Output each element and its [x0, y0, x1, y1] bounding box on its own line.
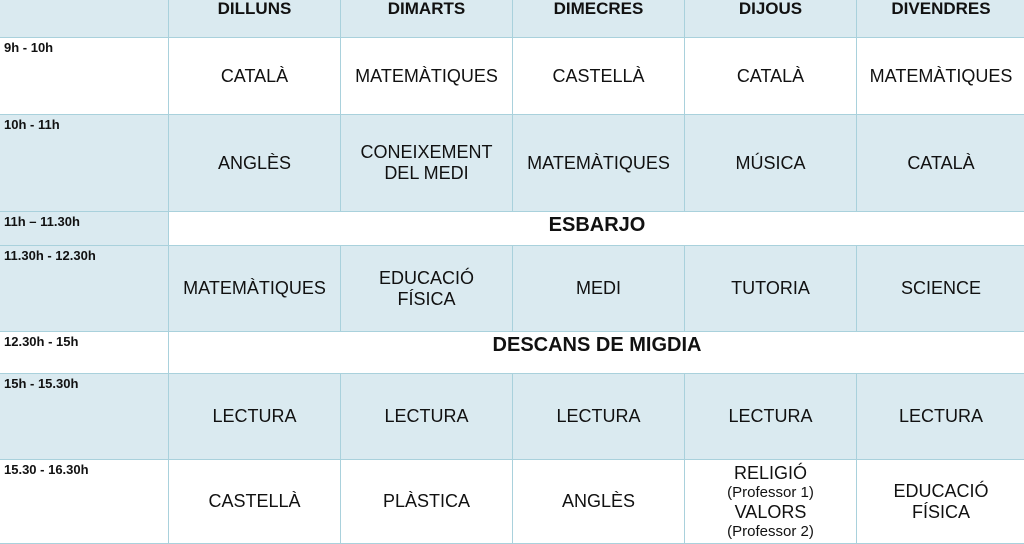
- subject-cell: [857, 246, 1024, 332]
- subject-cell: [169, 374, 341, 460]
- subject-label: VALORS: [687, 502, 854, 523]
- subject-cell: [169, 115, 341, 212]
- subject-cell: [513, 246, 685, 332]
- subject-label: CATALÀ: [859, 153, 1023, 174]
- subject-cell: [685, 246, 857, 332]
- subject-cell: [513, 38, 685, 115]
- subject-label: TUTORIA: [687, 278, 854, 299]
- subject-cell: [685, 38, 857, 115]
- subject-label: LECTURA: [687, 406, 854, 427]
- break-row: [0, 332, 1024, 374]
- subject-label: PLÀSTICA: [343, 491, 510, 512]
- break-row: [0, 212, 1024, 246]
- subject-cell: [169, 38, 341, 115]
- break-label: DESCANS DE MIGDIA: [169, 332, 1024, 374]
- subject-cell: [169, 246, 341, 332]
- subject-label: SCIENCE: [859, 278, 1023, 299]
- subject-label: MÚSICA: [687, 153, 854, 174]
- subject-label: EDUCACIÓ: [343, 268, 510, 289]
- subject-label: DEL MEDI: [343, 163, 510, 184]
- teacher-note: (Professor 1): [687, 484, 854, 502]
- subject-cell: [685, 115, 857, 212]
- table-row: [0, 246, 1024, 332]
- subject-cell: [857, 38, 1024, 115]
- time-slot: 15h - 15.30h: [0, 374, 169, 460]
- subject-label: MEDI: [515, 278, 682, 299]
- subject-cell: [857, 374, 1024, 460]
- subject-cell: [341, 38, 513, 115]
- subject-label: ANGLÈS: [515, 491, 682, 512]
- subject-label: RELIGIÓ: [687, 463, 854, 484]
- subject-cell: [513, 460, 685, 544]
- subject-label: CATALÀ: [687, 66, 854, 87]
- subject-label: CASTELLÀ: [171, 491, 338, 512]
- subject-cell: [341, 246, 513, 332]
- break-label: ESBARJO: [169, 212, 1024, 246]
- table-row: [0, 115, 1024, 212]
- subject-label: MATEMÀTIQUES: [515, 153, 682, 174]
- day-header-friday: DIVENDRES: [857, 0, 1024, 38]
- subject-cell: [513, 374, 685, 460]
- table-row: [0, 38, 1024, 115]
- time-slot: 10h - 11h: [0, 115, 169, 212]
- header-row: [0, 0, 1024, 38]
- subject-cell: [685, 460, 857, 544]
- subject-label: LECTURA: [515, 406, 682, 427]
- subject-label: LECTURA: [171, 406, 338, 427]
- subject-label: CONEIXEMENT: [343, 142, 510, 163]
- subject-label: FÍSICA: [859, 502, 1023, 523]
- subject-label: LECTURA: [859, 406, 1023, 427]
- subject-cell: [341, 115, 513, 212]
- day-header-thursday: DIJOUS: [685, 0, 857, 38]
- subject-label: LECTURA: [343, 406, 510, 427]
- table-row: [0, 460, 1024, 544]
- subject-label: EDUCACIÓ: [859, 481, 1023, 502]
- subject-label: CATALÀ: [171, 66, 338, 87]
- subject-cell: [857, 115, 1024, 212]
- corner-cell: [0, 0, 169, 38]
- day-header-monday: DILLUNS: [169, 0, 341, 38]
- time-slot: 12.30h - 15h: [0, 332, 169, 374]
- time-slot: 11.30h - 12.30h: [0, 246, 169, 332]
- teacher-note: (Professor 2): [687, 523, 854, 541]
- subject-label: MATEMÀTIQUES: [171, 278, 338, 299]
- day-header-wednesday: DIMECRES: [513, 0, 685, 38]
- day-header-tuesday: DIMARTS: [341, 0, 513, 38]
- subject-cell: [341, 374, 513, 460]
- time-slot: 9h - 10h: [0, 38, 169, 115]
- subject-cell: [685, 374, 857, 460]
- subject-label: ANGLÈS: [171, 153, 338, 174]
- time-slot: 11h – 11.30h: [0, 212, 169, 246]
- subject-cell: [857, 460, 1024, 544]
- time-slot: 15.30 - 16.30h: [0, 460, 169, 544]
- subject-label: FÍSICA: [343, 289, 510, 310]
- subject-label: MATEMÀTIQUES: [859, 66, 1023, 87]
- subject-label: CASTELLÀ: [515, 66, 682, 87]
- subject-cell: [169, 460, 341, 544]
- subject-cell: [341, 460, 513, 544]
- table-row: [0, 374, 1024, 460]
- subject-label: MATEMÀTIQUES: [343, 66, 510, 87]
- subject-cell: [513, 115, 685, 212]
